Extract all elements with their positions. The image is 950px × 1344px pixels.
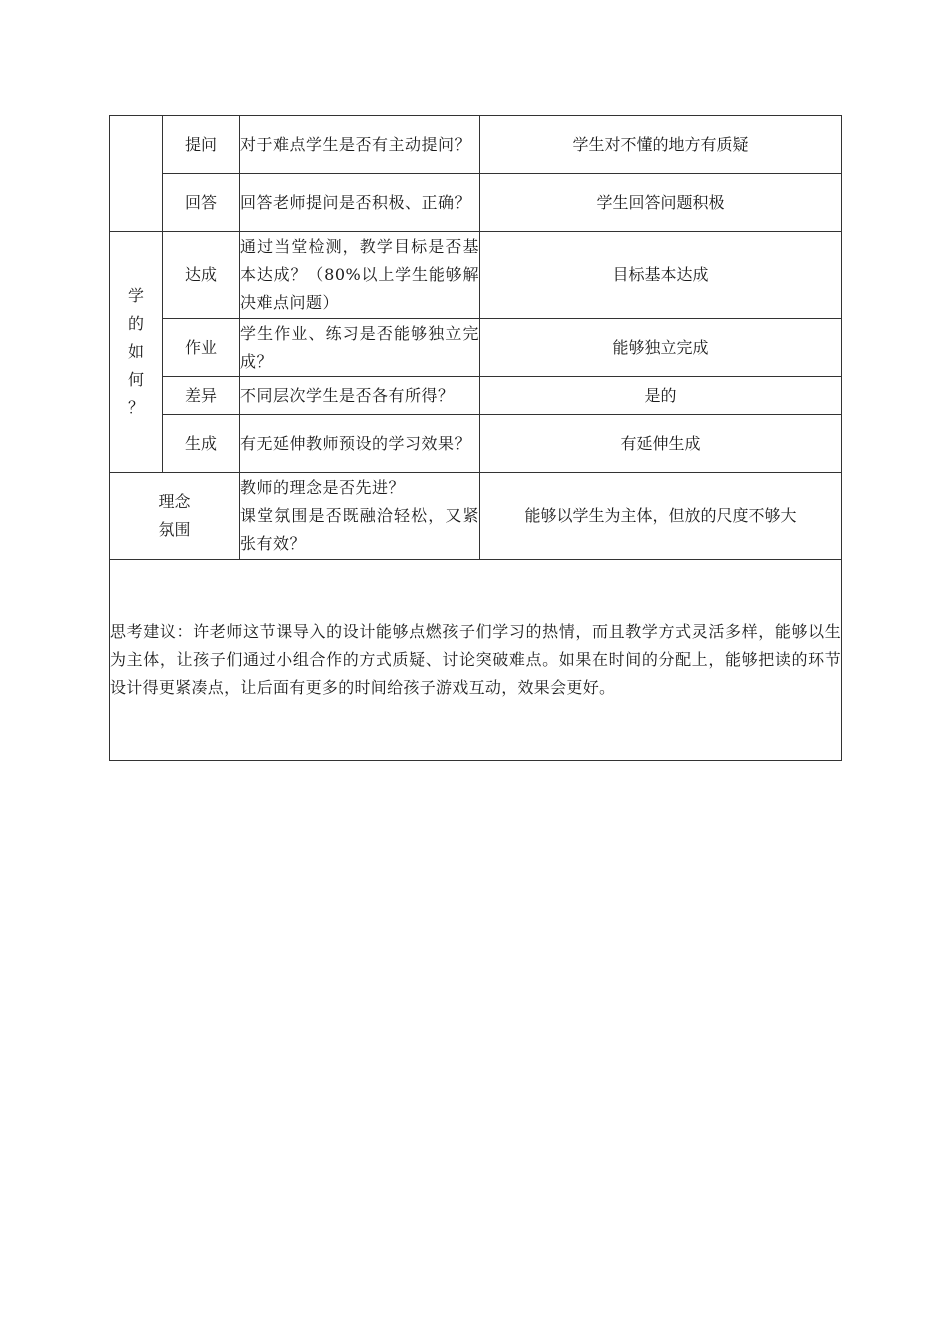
result-text: 是的	[480, 377, 842, 415]
result-text: 能够以学生为主体，但放的尺度不够大	[480, 473, 842, 560]
item-label: 差异	[163, 377, 240, 415]
criteria-text: 有无延伸教师预设的学习效果？	[240, 415, 480, 473]
item-label: 提问	[163, 116, 240, 174]
category-char: 的	[127, 314, 144, 333]
criteria-text: 学生作业、练习是否能够独立完成？	[240, 319, 480, 377]
label-line: 氛围	[158, 520, 191, 539]
evaluation-table	[109, 115, 842, 761]
item-label: 作业	[163, 319, 240, 377]
criteria-line: 课堂氛围是否既融洽轻松，又紧张有效？	[240, 506, 479, 553]
item-label: 生成	[163, 415, 240, 473]
category-char: 何	[127, 370, 144, 389]
suggestion-text: 思考建议：许老师这节课导入的设计能够点燃孩子们学习的热情，而且教学方式灵活多样，能够以生为主体，让孩子们通过小组合作的方式质疑、讨论突破难点。如果在时间的分配上，能够把读的环节设计得更紧凑点，让后面有更多的时间给孩子游戏互动，效果会更好。	[110, 560, 842, 761]
category-cell-empty	[110, 116, 163, 232]
criteria-text: 不同层次学生是否各有所得？	[240, 377, 480, 415]
category-char: 如	[127, 342, 144, 361]
result-text: 学生对不懂的地方有质疑	[480, 116, 842, 174]
table-row-generation	[110, 415, 842, 473]
category-char: ？	[127, 398, 144, 417]
criteria-text	[240, 473, 480, 560]
criteria-line: 教师的理念是否先进？	[240, 478, 406, 497]
philosophy-atmosphere-label	[110, 473, 240, 560]
table-row-question	[110, 116, 842, 174]
table-row-answer	[110, 174, 842, 232]
table-row-difference	[110, 377, 842, 415]
table-row-philosophy	[110, 473, 842, 560]
category-vertical-label	[110, 232, 163, 473]
category-char: 学	[127, 286, 144, 305]
criteria-text: 对于难点学生是否有主动提问？	[240, 116, 480, 174]
table-row-suggestion	[110, 560, 842, 761]
table-row-homework	[110, 319, 842, 377]
item-label: 回答	[163, 174, 240, 232]
criteria-text: 通过当堂检测，教学目标是否基本达成？（80%以上学生能够解决难点问题）	[240, 232, 480, 319]
result-text: 能够独立完成	[480, 319, 842, 377]
item-label: 达成	[163, 232, 240, 319]
criteria-text: 回答老师提问是否积极、正确？	[240, 174, 480, 232]
label-line: 理念	[158, 492, 191, 511]
result-text: 有延伸生成	[480, 415, 842, 473]
table-row-achievement	[110, 232, 842, 319]
result-text: 目标基本达成	[480, 232, 842, 319]
result-text: 学生回答问题积极	[480, 174, 842, 232]
